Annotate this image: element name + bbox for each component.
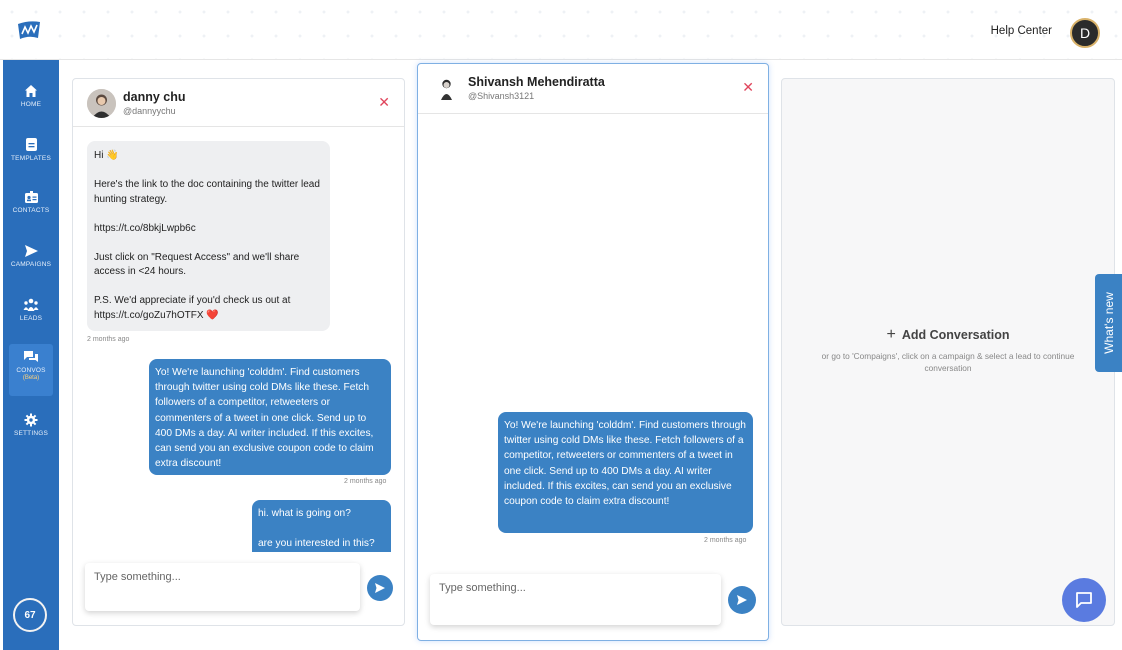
message-input[interactable]: Type something...: [430, 574, 721, 625]
logo-icon[interactable]: [16, 20, 42, 42]
sidebar-item-contacts[interactable]: [3, 191, 59, 235]
plus-icon: +: [886, 326, 896, 343]
top-bar: [0, 0, 1122, 60]
home-icon: [24, 84, 38, 98]
incoming-message: Hi 👋 Here's the link to the doc containing the twitter lead hunting strategy. https://t.co/8bkjLwpb6c Just click on "Request Access" and we'll share access in <24 hours. P.S. We'd appreciate if you'd check us out at https://t.co/goZu7hOTFX ❤️: [87, 141, 330, 331]
gear-icon: [24, 413, 38, 427]
send-icon: [736, 594, 748, 606]
conversation-panel-danny: [72, 78, 405, 626]
sidebar-item-templates[interactable]: [3, 137, 59, 181]
add-conversation-panel: [781, 78, 1115, 626]
sidebar-item-label: CONVOS: [16, 367, 46, 374]
contact-name: danny chu: [123, 90, 186, 104]
avatar: [432, 74, 461, 103]
document-icon: [25, 137, 38, 152]
progress-indicator[interactable]: 67: [13, 598, 47, 632]
message-timestamp: 2 months ago: [344, 478, 387, 485]
send-arrow-icon: [24, 244, 39, 258]
message-input[interactable]: Type something...: [85, 563, 360, 611]
sidebar-item-label: TEMPLATES: [11, 155, 51, 162]
contact-handle: @Shivansh3121: [468, 91, 535, 101]
outgoing-message: hi. what is going on? are you interested in this?: [252, 500, 391, 552]
whats-new-tab[interactable]: [1095, 274, 1122, 372]
add-conversation-label: Add Conversation: [901, 328, 1010, 342]
group-icon: [23, 298, 39, 312]
chat-bubbles-icon: [23, 350, 39, 364]
conversation-panel-shivansh: [417, 63, 769, 641]
message-timestamp: 2 months ago: [87, 336, 130, 343]
beta-badge: (Beta): [22, 375, 40, 381]
sidebar-item-label: CONTACTS: [12, 207, 50, 214]
sidebar-item-home[interactable]: [3, 84, 59, 128]
whats-new-label: What's new: [1101, 292, 1116, 354]
sidebar-item-label: CAMPAIGNS: [10, 261, 52, 268]
close-icon[interactable]: ✕: [378, 94, 390, 110]
avatar: [87, 89, 116, 118]
help-center-link[interactable]: Help Center: [990, 25, 1052, 37]
sidebar-item-label: LEADS: [19, 315, 43, 322]
sidebar-item-settings[interactable]: [3, 413, 59, 457]
sidebar-item-label: SETTINGS: [13, 430, 49, 437]
user-avatar[interactable]: D: [1070, 18, 1100, 48]
contact-handle: @dannyychu: [123, 106, 176, 116]
sidebar: [3, 60, 59, 650]
chat-icon: [1075, 591, 1093, 609]
contact-card-icon: [24, 191, 39, 204]
send-icon: [374, 582, 386, 594]
sidebar-item-convos[interactable]: [9, 344, 53, 396]
send-button[interactable]: [367, 575, 393, 601]
add-conversation-button[interactable]: [782, 326, 1114, 344]
support-chat-button[interactable]: [1062, 578, 1106, 622]
close-icon[interactable]: ✕: [742, 79, 754, 95]
sidebar-item-label: HOME: [20, 101, 42, 108]
contact-name: Shivansh Mehendiratta: [468, 75, 605, 89]
add-conversation-hint: or go to 'Compaigns', click on a campaign & select a lead to continue conversation: [821, 351, 1075, 373]
message-timestamp: 2 months ago: [704, 537, 747, 544]
outgoing-message: Yo! We're launching 'colddm'. Find customers through twitter using cold DMs like these. Fetch followers of a competitor, retweeters or commenters of a tweet in one click. Send up to 400 DMs a day. AI writer included. If this excites, can send you an exclusive coupon code to claim extra discount!: [149, 359, 391, 475]
conversation-header: [418, 64, 768, 114]
sidebar-item-campaigns[interactable]: [3, 244, 59, 288]
sidebar-item-leads[interactable]: [3, 298, 59, 342]
conversation-header: [73, 79, 404, 127]
outgoing-message: Yo! We're launching 'colddm'. Find customers through twitter using cold DMs like these. Fetch followers of a competitor, retweeters or commenters of a tweet in one click. Send up to 400 DMs a day. AI writer included. If this excites, can send you an exclusive coupon code to claim extra discount!: [498, 412, 753, 533]
send-button[interactable]: [728, 586, 756, 614]
